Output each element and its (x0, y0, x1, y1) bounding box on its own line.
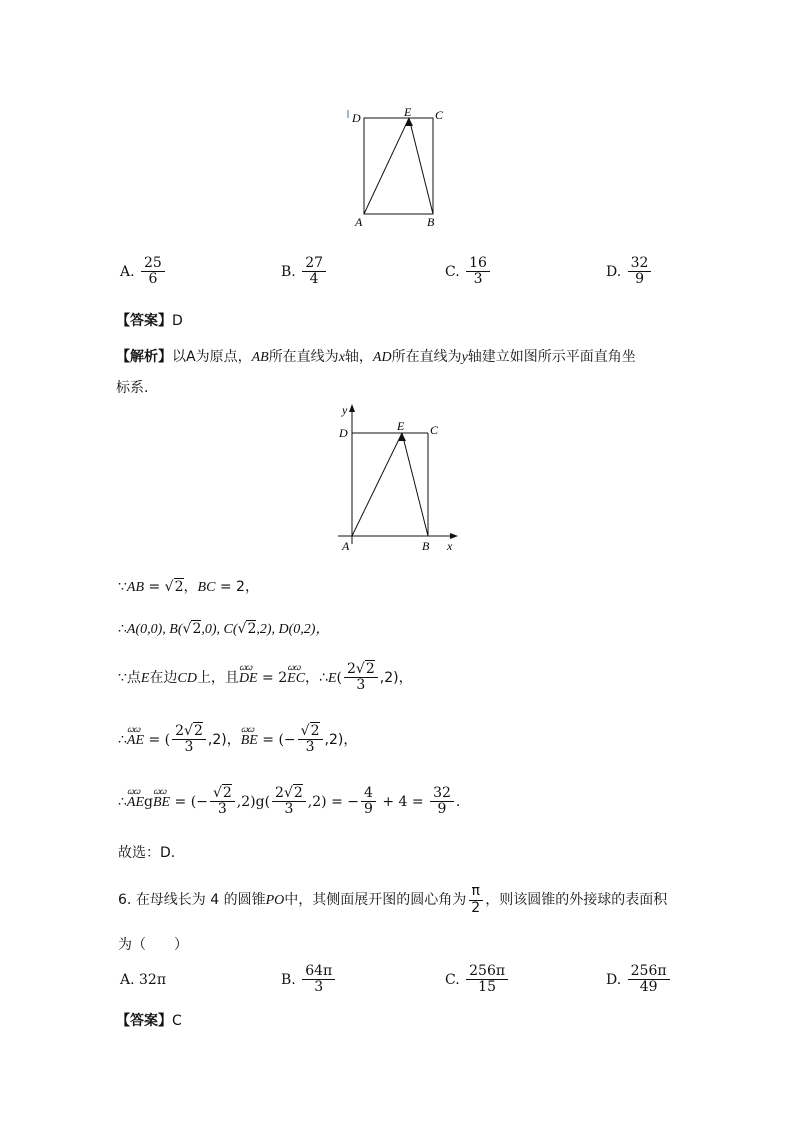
answer-line: 【答案】C (116, 1013, 182, 1029)
label-c: C (430, 423, 439, 437)
segment-be (402, 433, 428, 536)
step-3: ∵点E在边CD上，且ꞷꞷ DE = 2ꞷꞷ EC，∴E( $\frac{2√2}{3}$ ,2)， (118, 662, 413, 694)
option-a: A. $\frac{25}{6}$ (120, 256, 167, 288)
choose-line: 故选：D. (118, 845, 176, 861)
option-b: B. $\frac{27}{4}$ (281, 256, 328, 288)
fraction: $\frac{256\pi}{15}$ (466, 964, 508, 996)
rectangle (364, 118, 433, 214)
label-a: A (342, 539, 350, 553)
option-c: C. $\frac{256\pi}{15}$ (445, 964, 510, 996)
fraction: $\frac{16}{3}$ (466, 256, 490, 288)
option-d: D. $\frac{32}{9}$ (606, 256, 653, 288)
fraction: $\frac{27}{4}$ (302, 256, 326, 288)
arrow-head (405, 118, 413, 126)
label-y: y (342, 403, 348, 417)
segment-be (409, 118, 433, 214)
label-c: C (435, 108, 444, 122)
label-b: B (422, 539, 430, 553)
option-d: D. $\frac{256\pi}{49}$ (606, 964, 672, 996)
option-b: B. $\frac{64\pi}{3}$ (281, 964, 337, 996)
label-e: E (397, 419, 405, 433)
answer-line: 【答案】D (116, 313, 183, 329)
figure-coordinate-system (334, 402, 464, 554)
label-d: D (339, 426, 348, 440)
fraction: $\frac{256\pi}{49}$ (628, 964, 670, 996)
analysis-text: 【解析】以A为原点，AB所在直线为x轴，AD所在直线为y轴建立如图所示平面直角坐 标系. (116, 349, 636, 396)
label-e: E (404, 105, 412, 119)
label-a: A (355, 215, 363, 229)
option-a: A. 32π (120, 972, 167, 988)
step-1: ∵AB = √2，BC = 2， (118, 579, 259, 595)
step-4: ∴ꞷꞷ AE = ( $\frac{2√2}{3}$ ,2)，ꞷꞷ BE = (− $\frac{√2}{3}$ ,2)， (118, 724, 357, 756)
y-axis-arrow (349, 404, 355, 412)
step-5: ∴ꞷꞷ AEgꞷꞷ BE = (− $\frac{√2}{3}$ ,2)g( $\frac{2√2}{3}$ ,2) = − $\frac{4}{9}$ + 4 = $\frac{32}{9}$ . (118, 786, 460, 818)
arrow-head (398, 433, 406, 441)
segment-ae (364, 118, 409, 214)
question-6: 6. 在母线长为 4 的圆锥PO中，其侧面展开图的圆心角为 $\frac{\pi}{2}$ ，则该圆锥的外接球的表面积 为（ ） (118, 883, 668, 953)
fraction: $\frac{32}{9}$ (628, 256, 652, 288)
fraction: $\frac{64\pi}{3}$ (302, 964, 335, 996)
label-d: D (352, 111, 361, 125)
label-b: B (427, 215, 435, 229)
segment-ae (352, 433, 402, 536)
option-c: C. $\frac{16}{3}$ (445, 256, 492, 288)
label-x: x (447, 539, 453, 553)
figure-rectangle-abcd (340, 104, 450, 234)
fraction: $\frac{25}{6}$ (141, 256, 165, 288)
step-2: ∴A(0,0), B(√2,0), C(√2,2), D(0,2)， (118, 621, 330, 637)
